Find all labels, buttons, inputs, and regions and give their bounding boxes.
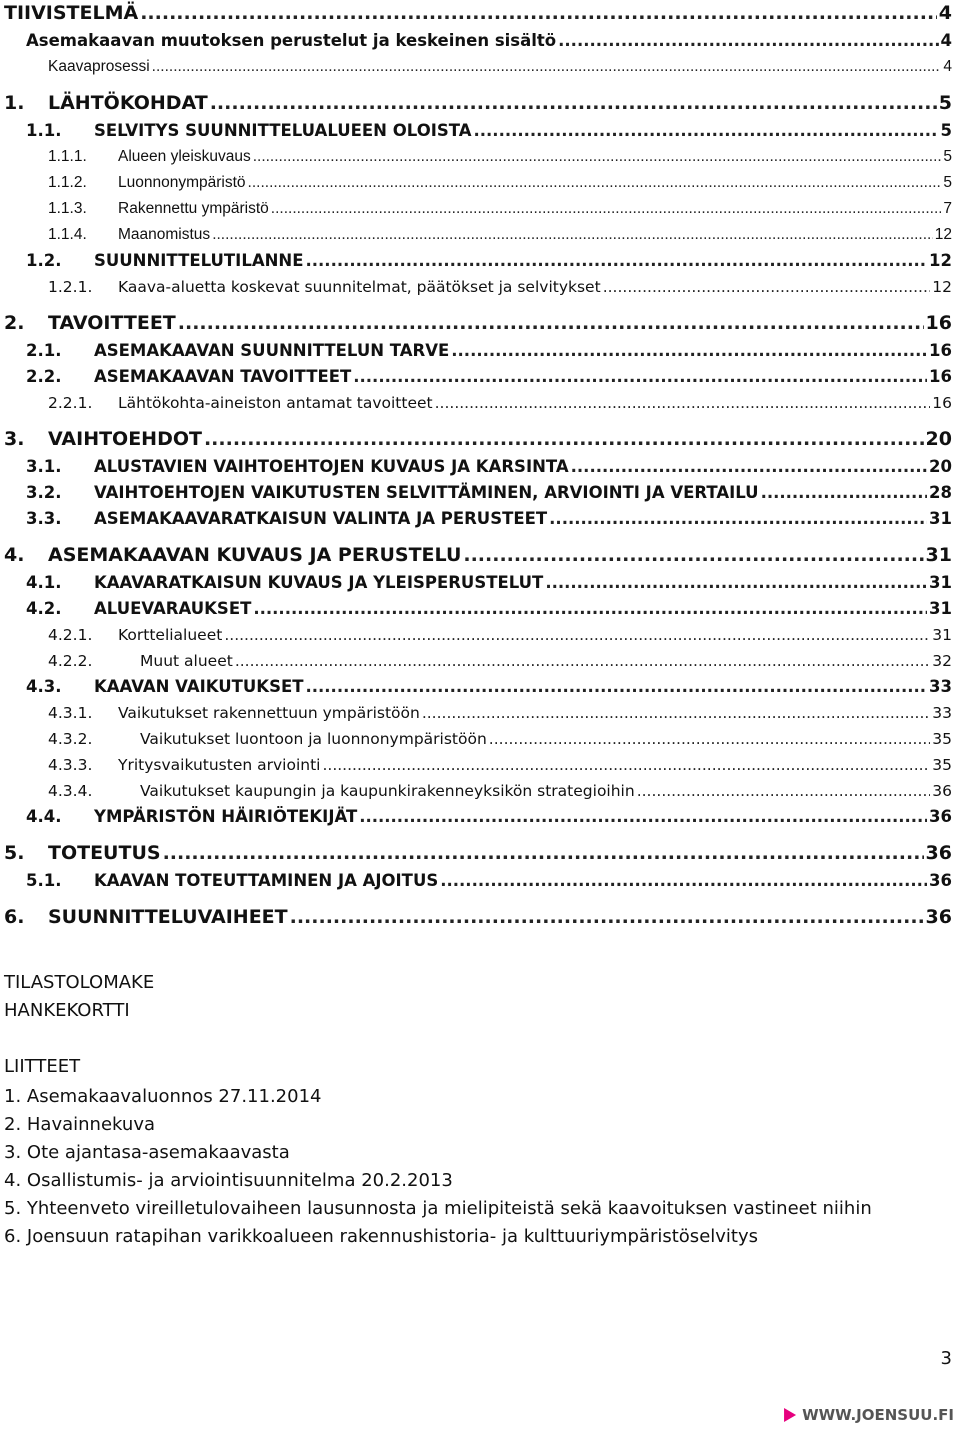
toc-entry-page: 16 — [929, 367, 952, 386]
toc-entry-title: LÄHTÖKOHDAT — [48, 92, 208, 114]
toc-leader-dots — [322, 756, 930, 774]
toc-entry-number: 2.1. — [26, 341, 62, 360]
toc-entry[interactable] — [0, 170, 952, 192]
toc-entry[interactable] — [0, 778, 952, 800]
toc-entry-number: Kaavaprosessi — [48, 58, 150, 75]
toc-leader-dots — [178, 312, 924, 334]
toc-leader-dots — [210, 92, 937, 114]
toc-entry-page: 31 — [932, 626, 952, 644]
toc-entry-page: 31 — [929, 509, 952, 528]
toc-leader-dots — [549, 509, 927, 528]
toc-leader-dots — [204, 428, 924, 450]
attachment-item: 5. Yhteenveto vireilletulovaiheen lausunnosta ja mielipiteistä sekä kaavoituksen vastineet niihin — [4, 1198, 872, 1219]
toc-entry-title: Alueen yleiskuvaus — [118, 148, 251, 165]
footer-url: WWW.JOENSUU.FI — [802, 1406, 954, 1424]
toc-entry-title: Korttelialueet — [118, 626, 223, 644]
toc-entry-page: 5 — [943, 148, 952, 165]
toc-leader-dots — [306, 251, 928, 270]
toc-entry-page: 16 — [929, 341, 952, 360]
toc-entry-number: 3.1. — [26, 457, 62, 476]
toc-entry-number: 2.2.1. — [48, 394, 93, 412]
toc-entry-number: 3.2. — [26, 483, 62, 502]
toc-entry-title: Yritysvaikutusten arviointi — [118, 756, 321, 774]
toc-entry[interactable] — [0, 312, 952, 334]
toc-entry-title: ASEMAKAAVARATKAISUN VALINTA JA PERUSTEET — [94, 509, 548, 528]
attachment-item: 4. Osallistumis- ja arviointisuunnitelma 20.2.2013 — [4, 1170, 453, 1191]
toc-entry-page: 5 — [940, 121, 952, 140]
toc-entry-number: 4.2. — [26, 599, 62, 618]
play-arrow-icon — [784, 1408, 796, 1422]
toc-entry-page: 4 — [943, 58, 952, 75]
toc-entry[interactable] — [0, 196, 952, 218]
toc-entry[interactable] — [0, 248, 952, 270]
toc-leader-dots — [152, 58, 942, 76]
toc-entry-page: 31 — [929, 599, 952, 618]
toc-leader-dots — [224, 626, 930, 644]
toc-entry-title: Muut alueet — [140, 652, 233, 670]
toc-entry-title: YMPÄRISTÖN HÄIRIÖTEKIJÄT — [94, 807, 358, 826]
toc-entry-page: 20 — [929, 457, 952, 476]
toc-entry[interactable] — [0, 54, 952, 76]
toc-entry-page: 12 — [932, 278, 952, 296]
toc-entry[interactable] — [0, 570, 952, 592]
toc-entry-page: 12 — [934, 226, 952, 243]
toc-entry-page: 5 — [938, 92, 952, 114]
toc-entry-number: 1. — [4, 92, 25, 114]
toc-leader-dots — [290, 906, 924, 928]
toc-leader-dots — [603, 278, 931, 296]
toc-entry-title: ASEMAKAAVAN SUUNNITTELUN TARVE — [94, 341, 450, 360]
toc-entry-title: ALUEVARAUKSET — [94, 599, 252, 618]
toc-entry-page: 12 — [929, 251, 952, 270]
toc-entry-title: KAAVARATKAISUN KUVAUS JA YLEISPERUSTELUT — [94, 573, 544, 592]
toc-entry-number: 4.3. — [26, 677, 62, 696]
attachment-item: LIITTEET — [4, 1056, 81, 1077]
toc-entry-title: Vaikutukset luontoon ja luonnonympäristöön — [140, 730, 487, 748]
toc-entry-number: 1.2.1. — [48, 278, 93, 296]
toc-entry-number: Asemakaavan muutoksen perustelut ja keskeinen sisältö — [26, 31, 557, 50]
toc-entry-page: 16 — [932, 394, 952, 412]
toc-leader-dots — [253, 148, 942, 166]
toc-leader-dots — [440, 871, 927, 890]
toc-leader-dots — [545, 573, 927, 592]
toc-entry[interactable] — [0, 648, 952, 670]
attachment-item: 6. Joensuun ratapihan varikkoalueen rakennushistoria- ja kulttuuriympäristöselvitys — [4, 1226, 759, 1247]
toc-entry[interactable] — [0, 222, 952, 244]
toc-entry[interactable] — [0, 92, 952, 114]
toc-entry-title: SELVITYS SUUNNITTELUALUEEN OLOISTA — [94, 121, 472, 140]
toc-leader-dots — [422, 704, 930, 722]
toc-entry-number: 1.1. — [26, 121, 62, 140]
toc-entry-title: Rakennettu ympäristö — [118, 200, 269, 217]
toc-entry[interactable] — [0, 506, 952, 528]
toc-entry-title: TOTEUTUS — [48, 842, 161, 864]
toc-entry-title: Kaava-aluetta koskevat suunnitelmat, päätökset ja selvitykset — [118, 278, 601, 296]
toc-entry-page: 4 — [938, 2, 952, 24]
toc-entry-page: 36 — [925, 842, 952, 864]
toc-entry-page: 7 — [943, 200, 952, 217]
toc-entry-number: 4.1. — [26, 573, 62, 592]
toc-entry-page: 36 — [929, 807, 952, 826]
toc-leader-dots — [359, 807, 927, 826]
toc-entry[interactable] — [0, 544, 952, 566]
toc-entry-page: 5 — [943, 174, 952, 191]
toc-entry-page: 20 — [925, 428, 952, 450]
toc-entry-number: 4.3.4. — [48, 782, 93, 800]
toc-leader-dots — [140, 2, 937, 24]
toc-entry-title: SUUNNITTELUTILANNE — [94, 251, 304, 270]
toc-entry[interactable] — [0, 842, 952, 864]
toc-leader-dots — [163, 842, 924, 864]
toc-entry-title: Vaikutukset rakennettuun ympäristöön — [118, 704, 420, 722]
toc-entry-number: 4.4. — [26, 807, 62, 826]
toc-entry-page: 4 — [940, 31, 952, 50]
toc-leader-dots — [253, 599, 927, 618]
toc-entry-number: 5. — [4, 842, 25, 864]
toc-entry-page: 32 — [932, 652, 952, 670]
toc-leader-dots — [235, 652, 930, 670]
toc-entry[interactable] — [0, 700, 952, 722]
toc-entry[interactable] — [0, 804, 952, 826]
toc-entry-title: KAAVAN VAIKUTUKSET — [94, 677, 304, 696]
toc-entry[interactable] — [0, 868, 952, 890]
toc-entry-number: 4.3.2. — [48, 730, 93, 748]
toc-entry-page: 31 — [929, 573, 952, 592]
toc-entry[interactable] — [0, 428, 952, 450]
toc-entry-number: 6. — [4, 906, 25, 928]
toc-entry-page: 31 — [925, 544, 952, 566]
toc-entry-number: 4.3.1. — [48, 704, 93, 722]
toc-entry[interactable] — [0, 454, 952, 476]
toc-entry[interactable] — [0, 674, 952, 696]
toc-entry-page: 36 — [929, 871, 952, 890]
toc-entry-title: ASEMAKAAVAN KUVAUS JA PERUSTELU — [48, 544, 462, 566]
toc-entry[interactable] — [0, 906, 952, 928]
toc-leader-dots — [451, 341, 927, 360]
toc-entry-number: 4.3.3. — [48, 756, 93, 774]
toc-entry-title: VAIHTOEHTOJEN VAIKUTUSTEN SELVITTÄMINEN, ARVIOINTI JA VERTAILU — [94, 483, 759, 502]
toc-entry-title: SUUNNITTELUVAIHEET — [48, 906, 288, 928]
toc-leader-dots — [212, 226, 933, 244]
toc-entry[interactable] — [0, 338, 952, 360]
toc-leader-dots — [637, 782, 931, 800]
toc-entry-number: 3. — [4, 428, 25, 450]
toc-entry-number: 1.1.3. — [48, 200, 87, 217]
toc-entry-number: 4.2.2. — [48, 652, 93, 670]
toc-entry-page: 35 — [932, 756, 952, 774]
toc-entry-page: 36 — [932, 782, 952, 800]
toc-entry-number: 3.3. — [26, 509, 62, 528]
toc-entry-number: 4. — [4, 544, 25, 566]
toc-entry-number: 2. — [4, 312, 25, 334]
toc-entry-title: Luonnonympäristö — [118, 174, 246, 191]
toc-entry[interactable] — [0, 622, 952, 644]
toc-entry[interactable] — [0, 726, 952, 748]
toc-entry-page: 16 — [925, 312, 952, 334]
toc-leader-dots — [463, 544, 923, 566]
toc-entry-page: 33 — [929, 677, 952, 696]
toc-leader-dots — [435, 394, 931, 412]
toc-entry-number: 2.2. — [26, 367, 62, 386]
toc-entry-number: 1.2. — [26, 251, 62, 270]
toc-entry[interactable] — [0, 118, 952, 140]
toc-leader-dots — [248, 174, 942, 192]
toc-entry-number: TIIVISTELMÄ — [4, 2, 139, 24]
toc-entry[interactable] — [0, 2, 952, 24]
toc-entry-title: Vaikutukset kaupungin ja kaupunkirakenneyksikön strategioihin — [140, 782, 635, 800]
footer — [784, 1406, 954, 1424]
toc-entry-title: KAAVAN TOTEUTTAMINEN JA AJOITUS — [94, 871, 439, 890]
toc-leader-dots — [571, 457, 927, 476]
toc-entry-title: ASEMAKAAVAN TAVOITTEET — [94, 367, 352, 386]
toc-entry-number: 1.1.1. — [48, 148, 87, 165]
toc-entry[interactable] — [0, 390, 952, 412]
toc-entry[interactable] — [0, 364, 952, 386]
toc-entry-title: VAIHTOEHDOT — [48, 428, 202, 450]
toc-entry-title: Lähtökohta-aineiston antamat tavoitteet — [118, 394, 433, 412]
toc-entry[interactable] — [0, 144, 952, 166]
toc-entry-title: TAVOITTEET — [48, 312, 176, 334]
toc-leader-dots — [558, 31, 938, 50]
toc-leader-dots — [761, 483, 927, 502]
toc-entry-number: 4.2.1. — [48, 626, 93, 644]
toc-entry[interactable] — [0, 28, 952, 50]
toc-entry-title: ALUSTAVIEN VAIHTOEHTOJEN KUVAUS JA KARSINTA — [94, 457, 569, 476]
toc-entry[interactable] — [0, 752, 952, 774]
attachment-item: 2. Havainnekuva — [4, 1114, 155, 1135]
toc-entry-number: 5.1. — [26, 871, 62, 890]
attachment-heading: HANKEKORTTI — [4, 1000, 130, 1021]
attachment-item: 1. Asemakaavaluonnos 27.11.2014 — [4, 1086, 322, 1107]
toc-entry[interactable] — [0, 274, 952, 296]
toc-leader-dots — [271, 200, 942, 218]
toc-leader-dots — [305, 677, 927, 696]
toc-entry-number: 1.1.2. — [48, 174, 87, 191]
attachment-item: 3. Ote ajantasa-asemakaavasta — [4, 1142, 290, 1163]
toc-leader-dots — [353, 367, 927, 386]
toc-leader-dots — [474, 121, 939, 140]
toc-entry-page: 35 — [932, 730, 952, 748]
toc-entry[interactable] — [0, 480, 952, 502]
toc-leader-dots — [489, 730, 930, 748]
attachment-heading: TILASTOLOMAKE — [4, 972, 155, 993]
toc-entry-title: Maanomistus — [118, 226, 211, 243]
toc-entry-page: 33 — [932, 704, 952, 722]
toc-entry-page: 36 — [925, 906, 952, 928]
page-number: 3 — [940, 1348, 952, 1369]
toc-entry-page: 28 — [929, 483, 952, 502]
toc-entry-number: 1.1.4. — [48, 226, 87, 243]
toc-entry[interactable] — [0, 596, 952, 618]
